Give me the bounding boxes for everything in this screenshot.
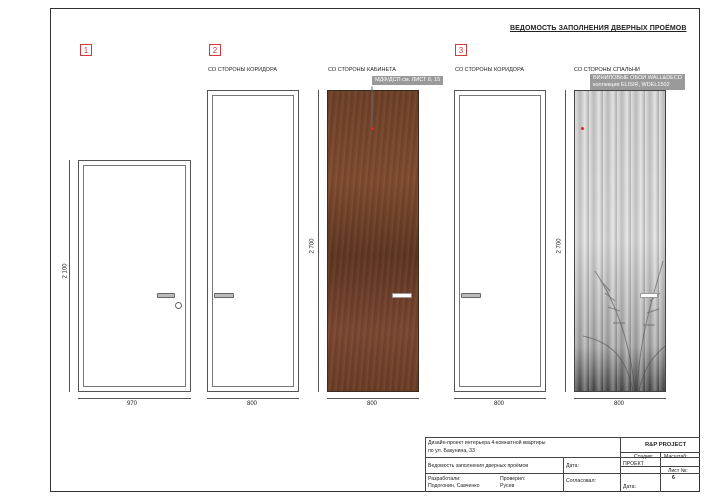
door-1-leaf: [83, 165, 186, 387]
door-3-bedroom-width-label: 800: [614, 401, 625, 407]
door-3-caption-corridor: СО СТОРОНЫ КОРИДОРА: [455, 67, 525, 73]
door-3-corridor-leaf: [459, 95, 541, 387]
tb-approved-label: Согласовал:: [566, 478, 596, 484]
material-tag-wallpaper: [590, 74, 685, 90]
tb-drawing-name: Ведомость заполнения дверных проёмов: [428, 463, 529, 469]
door-2-corridor-leaf: [212, 95, 294, 387]
material-marker-dot: [371, 127, 374, 130]
door-1-handle: [157, 293, 175, 298]
tb-date-label-2: Дата:: [623, 484, 636, 490]
door-2-corridor-handle: [214, 293, 234, 298]
material-leader-line: [372, 87, 373, 127]
tb-stage: ПРОЕКТ: [623, 461, 644, 467]
tb-sheet-label: Лист №:: [668, 468, 688, 474]
door-3-bedroom-width-line: [574, 398, 666, 399]
tb-developers: Подогонин, Савченко: [428, 483, 480, 489]
palm-leaf-pattern: [575, 91, 665, 391]
door-1-width-label: 970: [127, 401, 138, 407]
door-2-office-width-line: [327, 398, 419, 399]
door-3-corridor-side: [454, 90, 546, 392]
tb-checked-label: Проверил:: [500, 476, 526, 482]
door-3-height-label: 2 700: [556, 238, 563, 254]
door-1-height-line: [69, 160, 70, 392]
door-3-corridor-handle: [461, 293, 481, 298]
tb-developers-label: Разработали:: [428, 476, 461, 482]
tb-address: по ул. Бакунина, 33: [428, 448, 475, 454]
tb-checked: Русев: [500, 483, 515, 489]
tb-project: Дизайн-проект интерьера 4-комнатной квартиры: [428, 440, 546, 446]
door-2-caption-corridor: СО СТОРОНЫ КОРИДОРА: [208, 67, 278, 73]
door-number-3: 3: [455, 44, 467, 56]
door-number-2: 2: [209, 44, 221, 56]
tb-company: R&P PROJECT: [645, 442, 687, 448]
title-block: [425, 437, 700, 492]
door-2-office-side-wood: [327, 90, 419, 392]
door-2-office-width-label: 800: [367, 401, 378, 407]
door-3-corridor-width-line: [454, 398, 546, 399]
door-2-caption-office: СО СТОРОНЫ КАБИНЕТА: [328, 67, 396, 73]
door-3-corridor-width-label: 800: [494, 401, 505, 407]
door-2-corridor-width-line: [207, 398, 299, 399]
door-3-caption-bedroom: СО СТОРОНЫ СПАЛЬНИ: [574, 67, 640, 73]
door-1-lock-icon: [175, 302, 182, 309]
wallpaper-marker-dot: [581, 127, 584, 130]
door-2-height-line: [318, 90, 319, 392]
door-number-1: 1: [80, 44, 92, 56]
door-2-corridor-width-label: 800: [247, 401, 258, 407]
door-2-office-handle: [392, 293, 412, 298]
sheet-title: ВЕДОМОСТЬ ЗАПОЛНЕНИЯ ДВЕРНЫХ ПРОЁМОВ: [510, 25, 687, 32]
tb-stage-label: Стадия:: [634, 454, 654, 460]
door-2-corridor-side: [207, 90, 299, 392]
door-3-height-line: [565, 90, 566, 392]
tb-date-label-1: Дата:: [566, 463, 579, 469]
door-1-height-label: 2 100: [62, 263, 69, 279]
material-tag-wallpaper-line2: коллекция ELISIR, WDEL1502: [593, 82, 670, 88]
material-tag-wallpaper-line1: ВИНИЛОВЫЕ ОБОИ WALL&DECO: [593, 75, 683, 81]
tb-sheet-number: 6: [672, 475, 675, 481]
tb-scale-label: Масштаб:: [664, 454, 688, 460]
door-3-bedroom-side-wallpaper: [574, 90, 666, 392]
door-1: [78, 160, 191, 392]
door-1-width-line: [78, 398, 191, 399]
material-tag-mdf: МДФ/ДСП см. ЛИСТ 8, 15: [372, 76, 443, 85]
door-2-height-label: 2 700: [309, 238, 316, 254]
door-3-bedroom-handle: [640, 293, 658, 298]
